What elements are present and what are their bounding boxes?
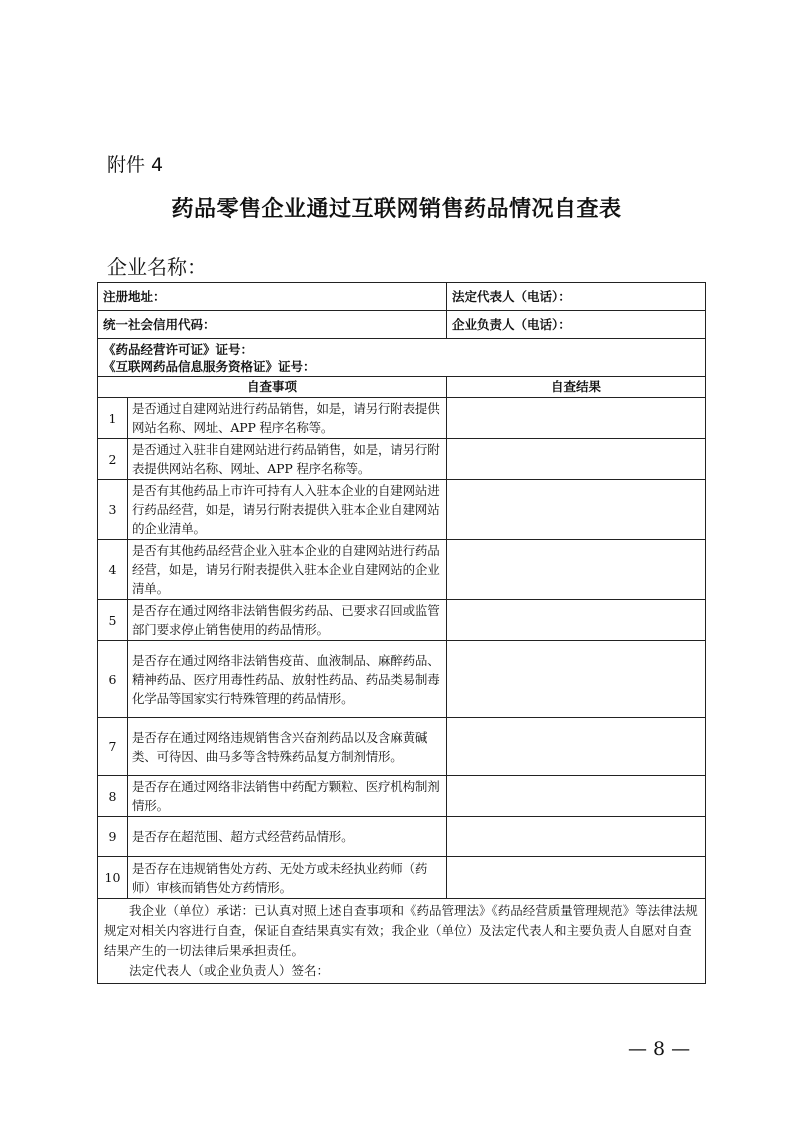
item-number: 4 [98, 540, 128, 600]
license-number-field[interactable]: 《药品经营许可证》证号： [103, 341, 254, 357]
page-title: 药品零售企业通过互联网销售药品情况自查表 [171, 196, 622, 222]
item-number: 7 [98, 718, 128, 776]
item-text: 是否有其他药品上市许可持有人入驻本企业的自建网站进行药品经营，如是，请另行附表提供入驻本企业自建网站的企业清单。 [128, 480, 447, 540]
item-number: 1 [98, 398, 128, 439]
item-result-cell[interactable] [447, 439, 706, 480]
item-text: 是否通过入驻非自建网站进行药品销售，如是，请另行附表提供网站名称、网址、APP 程序名称等。 [128, 439, 447, 480]
table-row [98, 718, 706, 776]
table-row [98, 776, 706, 817]
item-number: 2 [98, 439, 128, 480]
company-name-label: 企业名称： [107, 255, 207, 279]
internet-license-number-field[interactable]: 《互联网药品信息服务资格证》证号： [103, 358, 316, 374]
item-result-cell[interactable] [447, 817, 706, 857]
item-result-cell[interactable] [447, 857, 706, 899]
table-row [98, 641, 706, 718]
item-text: 是否存在违规销售处方药、无处方或未经执业药师（药师）审核而销售处方药情形。 [128, 857, 447, 899]
header-item: 自查事项 [98, 377, 447, 398]
item-result-cell[interactable] [447, 641, 706, 718]
item-number: 10 [98, 857, 128, 899]
table-row [98, 540, 706, 600]
item-number: 8 [98, 776, 128, 817]
header-row [98, 377, 706, 398]
item-text: 是否存在通过网络非法销售假劣药品、已要求召回或监管部门要求停止销售使用的药品情形。 [128, 600, 447, 641]
item-text: 是否存在通过网络违规销售含兴奋剂药品以及含麻黄碱类、可待因、曲马多等含特殊药品复方制剂情形。 [128, 718, 447, 776]
item-result-cell[interactable] [447, 600, 706, 641]
pledge-cell [98, 899, 706, 984]
info-row-credit [98, 311, 706, 339]
registered-address-field[interactable]: 注册地址： [98, 283, 447, 311]
info-row-licenses [98, 339, 706, 377]
item-result-cell[interactable] [447, 398, 706, 439]
item-number: 3 [98, 480, 128, 540]
pledge-text: 我企业（单位）承诺：已认真对照上述自查事项和《药品管理法》《药品经营质量管理规范》等法律法规规定对相关内容进行自查，保证自查结果真实有效；我企业（单位）及法定代表人和主要负责人自愿对自查结果产生的一切法律后果承担责任。 [104, 903, 698, 958]
item-text: 是否存在通过网络非法销售疫苗、血液制品、麻醉药品、精神药品、医疗用毒性药品、放射性药品、药品类易制毒化学品等国家实行特殊管理的药品情形。 [128, 641, 447, 718]
item-text: 是否有其他药品经营企业入驻本企业的自建网站进行药品经营，如是，请另行附表提供入驻本企业自建网站的企业清单。 [128, 540, 447, 600]
table-row [98, 439, 706, 480]
table-row [98, 817, 706, 857]
person-in-charge-field[interactable]: 企业负责人（电话）： [447, 311, 706, 339]
item-result-cell[interactable] [447, 718, 706, 776]
item-number: 5 [98, 600, 128, 641]
signature-field[interactable]: 法定代表人（或企业负责人）签名： [129, 963, 330, 978]
attachment-label: 附件 4 [107, 154, 164, 176]
pledge-row [98, 899, 706, 984]
item-number: 6 [98, 641, 128, 718]
item-result-cell[interactable] [447, 540, 706, 600]
header-result: 自查结果 [447, 377, 706, 398]
credit-code-field[interactable]: 统一社会信用代码： [98, 311, 447, 339]
table-row [98, 857, 706, 899]
info-row-address [98, 283, 706, 311]
legal-rep-field[interactable]: 法定代表人（电话）： [447, 283, 706, 311]
item-text: 是否通过自建网站进行药品销售，如是，请另行附表提供网站名称、网址、APP 程序名称等。 [128, 398, 447, 439]
table-row [98, 600, 706, 641]
table-row [98, 398, 706, 439]
item-text: 是否存在超范围、超方式经营药品情形。 [128, 817, 447, 857]
item-number: 9 [98, 817, 128, 857]
page-number: — 8 — [628, 1038, 691, 1060]
table-row [98, 480, 706, 540]
item-text: 是否存在通过网络非法销售中药配方颗粒、医疗机构制剂情形。 [128, 776, 447, 817]
item-result-cell[interactable] [447, 776, 706, 817]
item-result-cell[interactable] [447, 480, 706, 540]
self-inspection-table [97, 282, 706, 984]
